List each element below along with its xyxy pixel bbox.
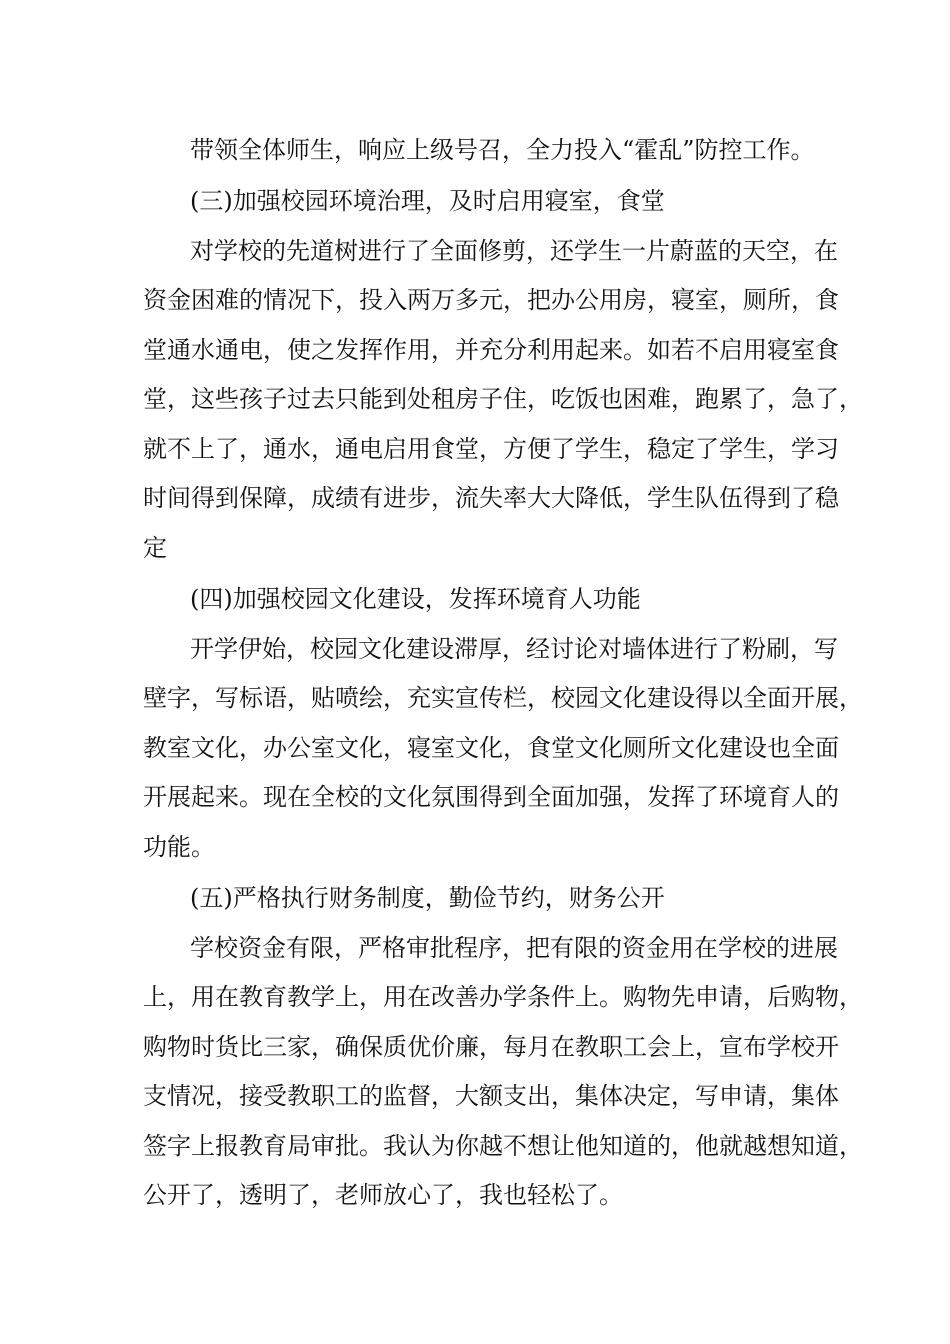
paragraph-line: 支情况，接受教职工的监督，大额支出，集体决定，写申请，集体 bbox=[143, 1082, 839, 1110]
paragraph-line: 对学校的先道树进行了全面修剪，还学生一片蔚蓝的天空，在 bbox=[190, 237, 838, 265]
paragraph-line: 开展起来。现在全校的文化氛围得到全面加强，发挥了环境育人的 bbox=[143, 783, 839, 811]
paragraph-line: 堂，这些孩子过去只能到处租房子住，吃饭也困难，跑累了，急了， bbox=[143, 385, 863, 413]
paragraph-line: 壁字，写标语，贴喷绘，充实宣传栏，校园文化建设得以全面开展， bbox=[143, 684, 863, 712]
paragraph-line: 购物时货比三家，确保质优价廉，每月在教职工会上，宣布学校开 bbox=[143, 1033, 839, 1061]
section-heading-5: (五)严格执行财务制度，勤俭节约，财务公开 bbox=[190, 884, 665, 912]
paragraph-line: 签字上报教育局审批。我认为你越不想让他知道的，他就越想知道， bbox=[143, 1132, 863, 1160]
paragraph-line: 带领全体师生，响应上级号召，全力投入“霍乱”防控工作。 bbox=[190, 136, 815, 164]
paragraph-line: 学校资金有限，严格审批程序，把有限的资金用在学校的进展 bbox=[190, 934, 838, 962]
paragraph-line: 公开了，透明了，老师放心了，我也轻松了。 bbox=[143, 1181, 623, 1209]
paragraph-line: 堂通水通电，使之发挥作用，并充分利用起来。如若不启用寝室食 bbox=[143, 336, 839, 364]
section-heading-4: (四)加强校园文化建设，发挥环境育人功能 bbox=[190, 585, 641, 613]
paragraph-line: 资金困难的情况下，投入两万多元，把办公用房，寝室，厕所，食 bbox=[143, 286, 839, 314]
paragraph-line: 时间得到保障，成绩有进步，流失率大大降低，学生队伍得到了稳 bbox=[143, 484, 839, 512]
paragraph-line: 上，用在教育教学上，用在改善办学条件上。购物先申请，后购物， bbox=[143, 983, 863, 1011]
paragraph-line: 开学伊始，校园文化建设滞厚，经讨论对墙体进行了粉刷，写 bbox=[190, 635, 838, 663]
section-heading-3: (三)加强校园环境治理，及时启用寝室，食堂 bbox=[190, 187, 665, 215]
paragraph-line: 就不上了，通水，通电启用食堂，方便了学生，稳定了学生，学习 bbox=[143, 435, 839, 463]
paragraph-line: 功能。 bbox=[143, 833, 215, 861]
paragraph-line: 教室文化，办公室文化，寝室文化，食堂文化厕所文化建设也全面 bbox=[143, 734, 839, 762]
paragraph-line: 定 bbox=[143, 534, 167, 562]
